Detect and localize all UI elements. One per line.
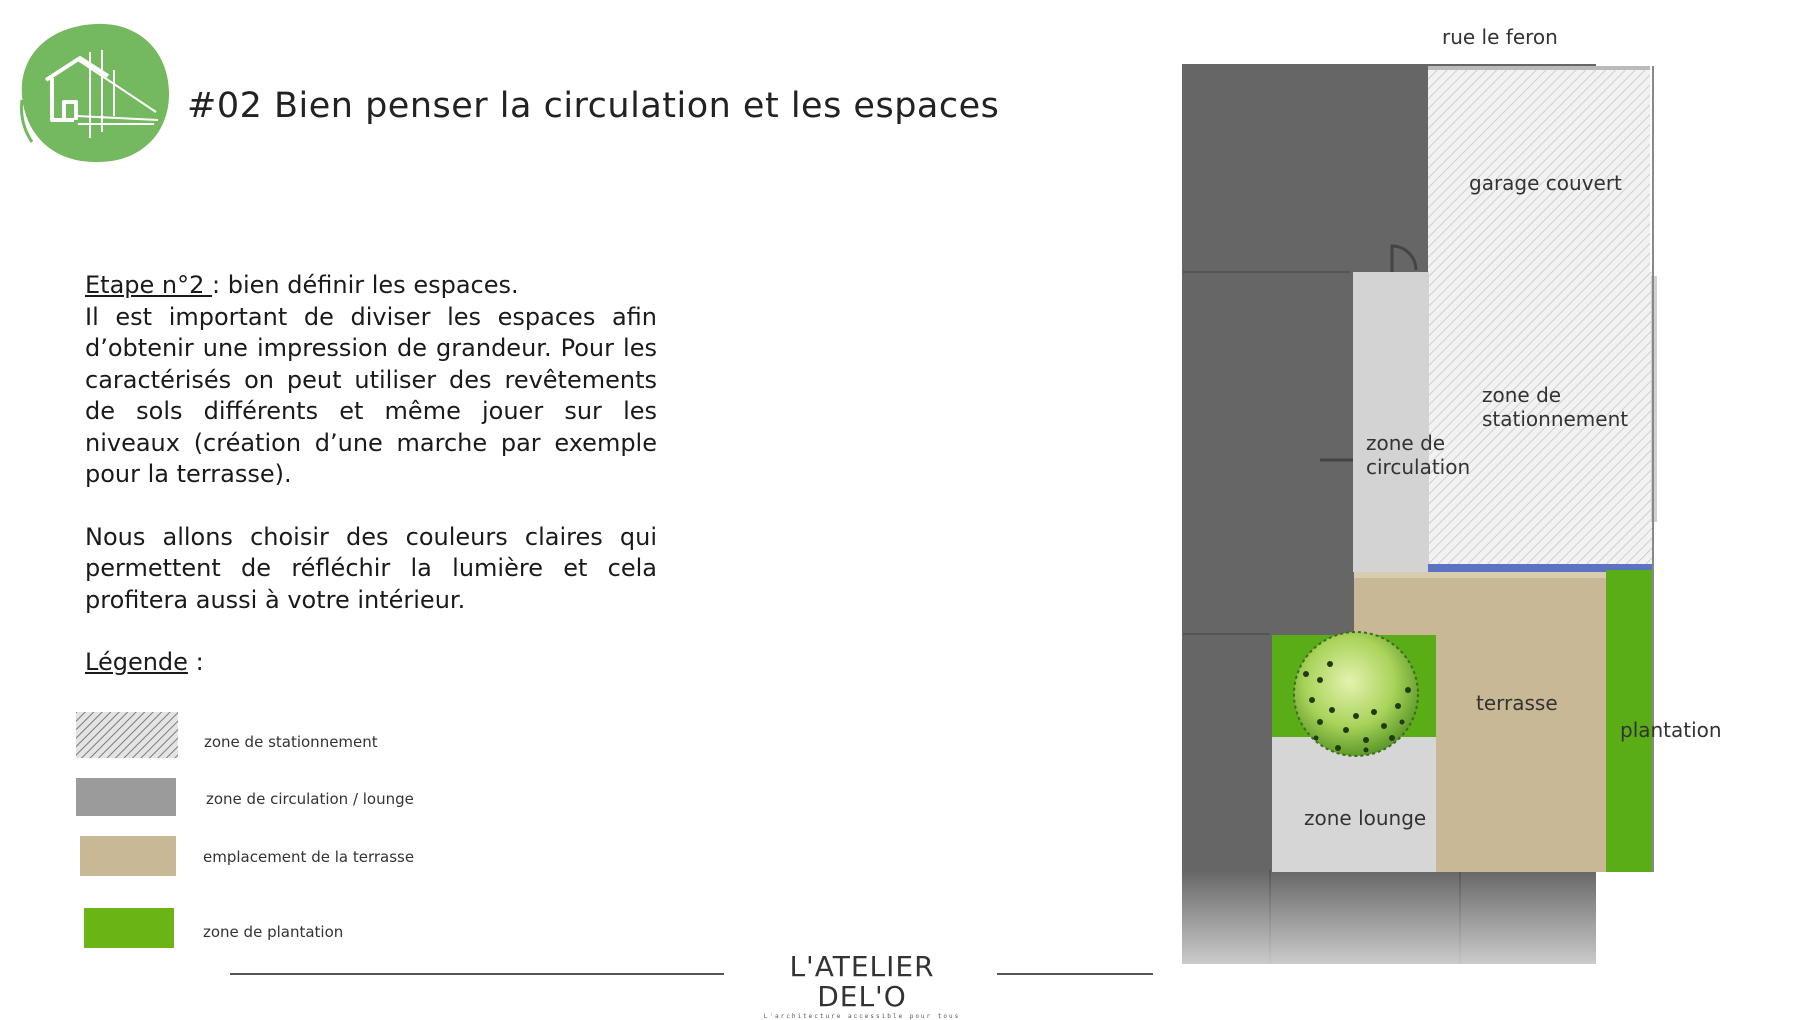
paragraph-1: Il est important de diviser les espaces afin d’obtenir une impression de grandeur. Pour les caractérisés on peut utiliser des revêtements de sols différents et même jouer sur les niveaux (création d’une marche par exemple pour la terrasse). [85, 302, 657, 488]
step-heading [85, 270, 657, 302]
page-title: #02 Bien penser la circulation et les espaces [187, 86, 1000, 126]
step-label: Etape n°2 [85, 271, 213, 299]
parking-label-2: stationnement [1482, 407, 1629, 431]
footer-divider-right [997, 973, 1153, 975]
brand-logo [762, 952, 962, 1020]
hatched-swatch [76, 712, 178, 758]
legend-item-terrace [80, 836, 176, 876]
legend-item-circulation [76, 778, 176, 816]
garage-zone [1428, 66, 1650, 272]
footer-divider-left [230, 973, 724, 975]
legend-label-circulation: zone de circulation / lounge [206, 790, 414, 808]
circulation-label-1: zone de [1366, 431, 1446, 455]
circulation-label-2: circulation [1366, 455, 1471, 479]
paragraph-2: Nous allons choisir des couleurs claires qui permettent de réfléchir la lumière et cela profitera aussi à votre intérieur. [85, 522, 657, 614]
tree-icon [1294, 632, 1418, 756]
legend-item-parking [76, 712, 178, 758]
legend-label-plantation: zone de plantation [203, 923, 344, 941]
legend-item-plantation [84, 908, 174, 948]
street-label: rue le feron [1442, 25, 1558, 49]
circulation-zone [1353, 272, 1429, 572]
garage-label: garage couvert [1469, 171, 1622, 195]
legend-heading [85, 647, 657, 679]
terrace-label: terrasse [1476, 691, 1558, 715]
brand-name: L'ATELIER DEL'O [789, 950, 935, 1013]
step-text: : bien définir les espaces. [212, 271, 519, 299]
legend-colon: : [187, 648, 204, 676]
gray-swatch [76, 778, 176, 816]
legend-label-parking: zone de stationnement [204, 733, 378, 751]
content-text [85, 270, 657, 679]
terrace-swatch [80, 836, 176, 876]
floor-plan [1170, 10, 1730, 1012]
legend-title: Légende [85, 648, 188, 676]
plantation-swatch [84, 908, 174, 948]
brand-tagline: L'architecture accessible pour tous [763, 1013, 961, 1020]
house-plan-icon [18, 20, 172, 165]
lounge-label: zone lounge [1304, 806, 1427, 830]
legend-label-terrace: emplacement de la terrasse [203, 848, 415, 866]
logo [18, 20, 172, 165]
plantation-label: plantation [1620, 718, 1722, 742]
parking-label-1: zone de [1482, 383, 1562, 407]
